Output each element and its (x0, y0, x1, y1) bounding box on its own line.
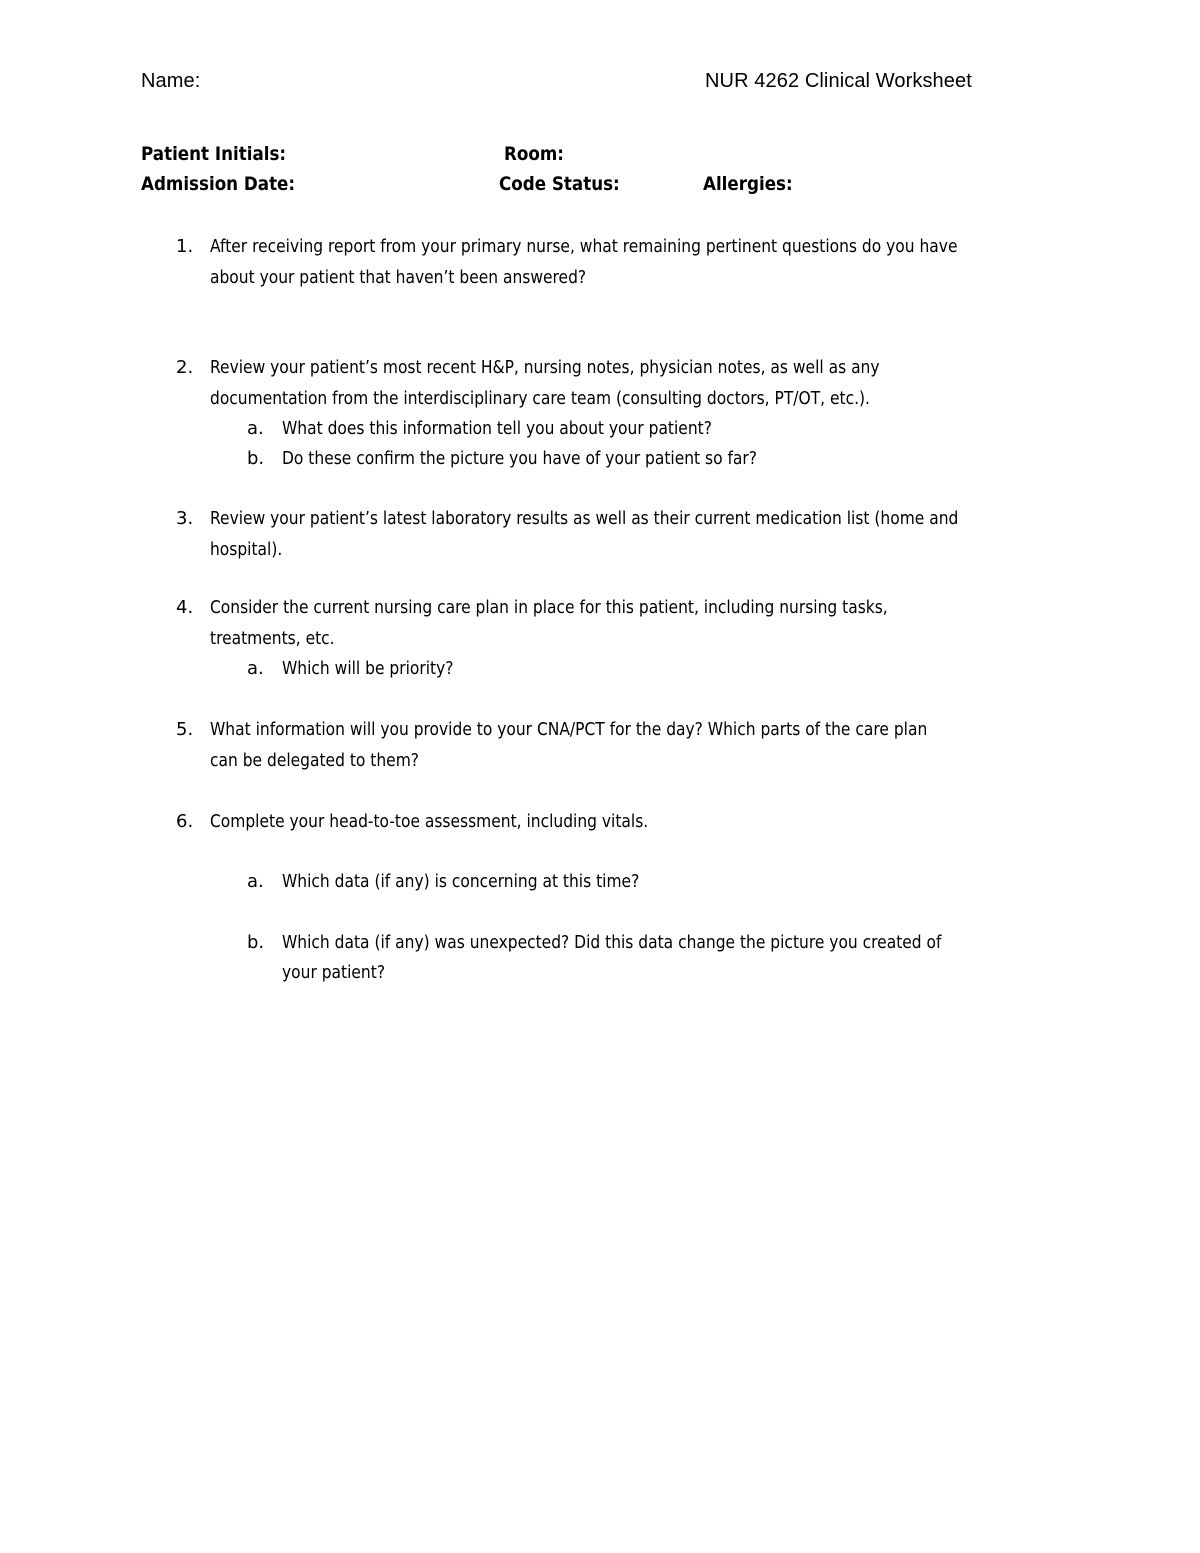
question-number: 1. (176, 236, 194, 257)
sub-question-line: Which data (if any) was unexpected? Did this data change the picture you created of (282, 932, 942, 953)
question-number: 5. (176, 719, 194, 740)
sub-question-text (282, 927, 1049, 958)
question-line: documentation from the interdisciplinary care team (consulting doctors, PT/OT, etc.). (210, 388, 870, 409)
question-text (210, 745, 453, 776)
sub-question-text (282, 653, 481, 684)
sub-question-line: Which will be priority? (282, 658, 454, 679)
question-text (210, 231, 1079, 262)
question-line: Review your patient’s most recent H&P, nursing notes, physician notes, as well as any (210, 357, 880, 378)
question-number: 6. (176, 811, 194, 832)
admission-date-label: Admission Date: (141, 173, 296, 195)
sub-question-text (282, 866, 697, 897)
sub-question-text (282, 443, 834, 474)
question-text (210, 352, 989, 383)
code-status-label: Code Status: (499, 173, 620, 195)
sub-question-line: Do these confirm the picture you have of your patient so far? (282, 448, 758, 469)
room-label: Room: (504, 143, 564, 165)
question-number: 2. (176, 357, 194, 378)
sub-question-line: What does this information tell you about your patient? (282, 418, 712, 439)
question-text (210, 503, 1080, 534)
question-text (210, 262, 647, 293)
sub-question-text (282, 957, 402, 988)
sub-question-letter: b. (247, 932, 265, 953)
sub-question-letter: b. (247, 448, 265, 469)
question-line: can be delegated to them? (210, 750, 419, 771)
question-number: 3. (176, 508, 194, 529)
sub-question-text (282, 413, 782, 444)
question-number: 4. (176, 597, 194, 618)
question-line: What information will you provide to your CNA/PCT for the day? Which parts of the care plan (210, 719, 928, 740)
question-line: about your patient that haven’t been answered? (210, 267, 587, 288)
question-text (210, 714, 1044, 745)
question-text (210, 592, 998, 623)
question-text (210, 623, 355, 654)
sub-question-line: your patient? (282, 962, 386, 983)
sub-question-line: Which data (if any) is concerning at this time? (282, 871, 640, 892)
name-label: Name: (141, 70, 201, 92)
question-line: Complete your head-to-toe assessment, including vitals. (210, 811, 649, 832)
question-line: treatments, etc. (210, 628, 335, 649)
question-text (210, 534, 294, 565)
sub-question-letter: a. (247, 658, 264, 679)
patient-initials-label: Patient Initials: (141, 143, 287, 165)
sub-question-letter: a. (247, 418, 264, 439)
question-text (210, 383, 977, 414)
question-line: Review your patient’s latest laboratory results as well as their current medication list (home and (210, 508, 959, 529)
sub-question-letter: a. (247, 871, 264, 892)
question-line: hospital). (210, 539, 283, 560)
allergies-label: Allergies: (703, 173, 793, 195)
question-line: After receiving report from your primary nurse, what remaining pertinent questions do you have (210, 236, 958, 257)
question-text (210, 806, 720, 837)
question-line: Consider the current nursing care plan in place for this patient, including nursing tasks, (210, 597, 888, 618)
course-title: NUR 4262 Clinical Worksheet (705, 70, 972, 92)
